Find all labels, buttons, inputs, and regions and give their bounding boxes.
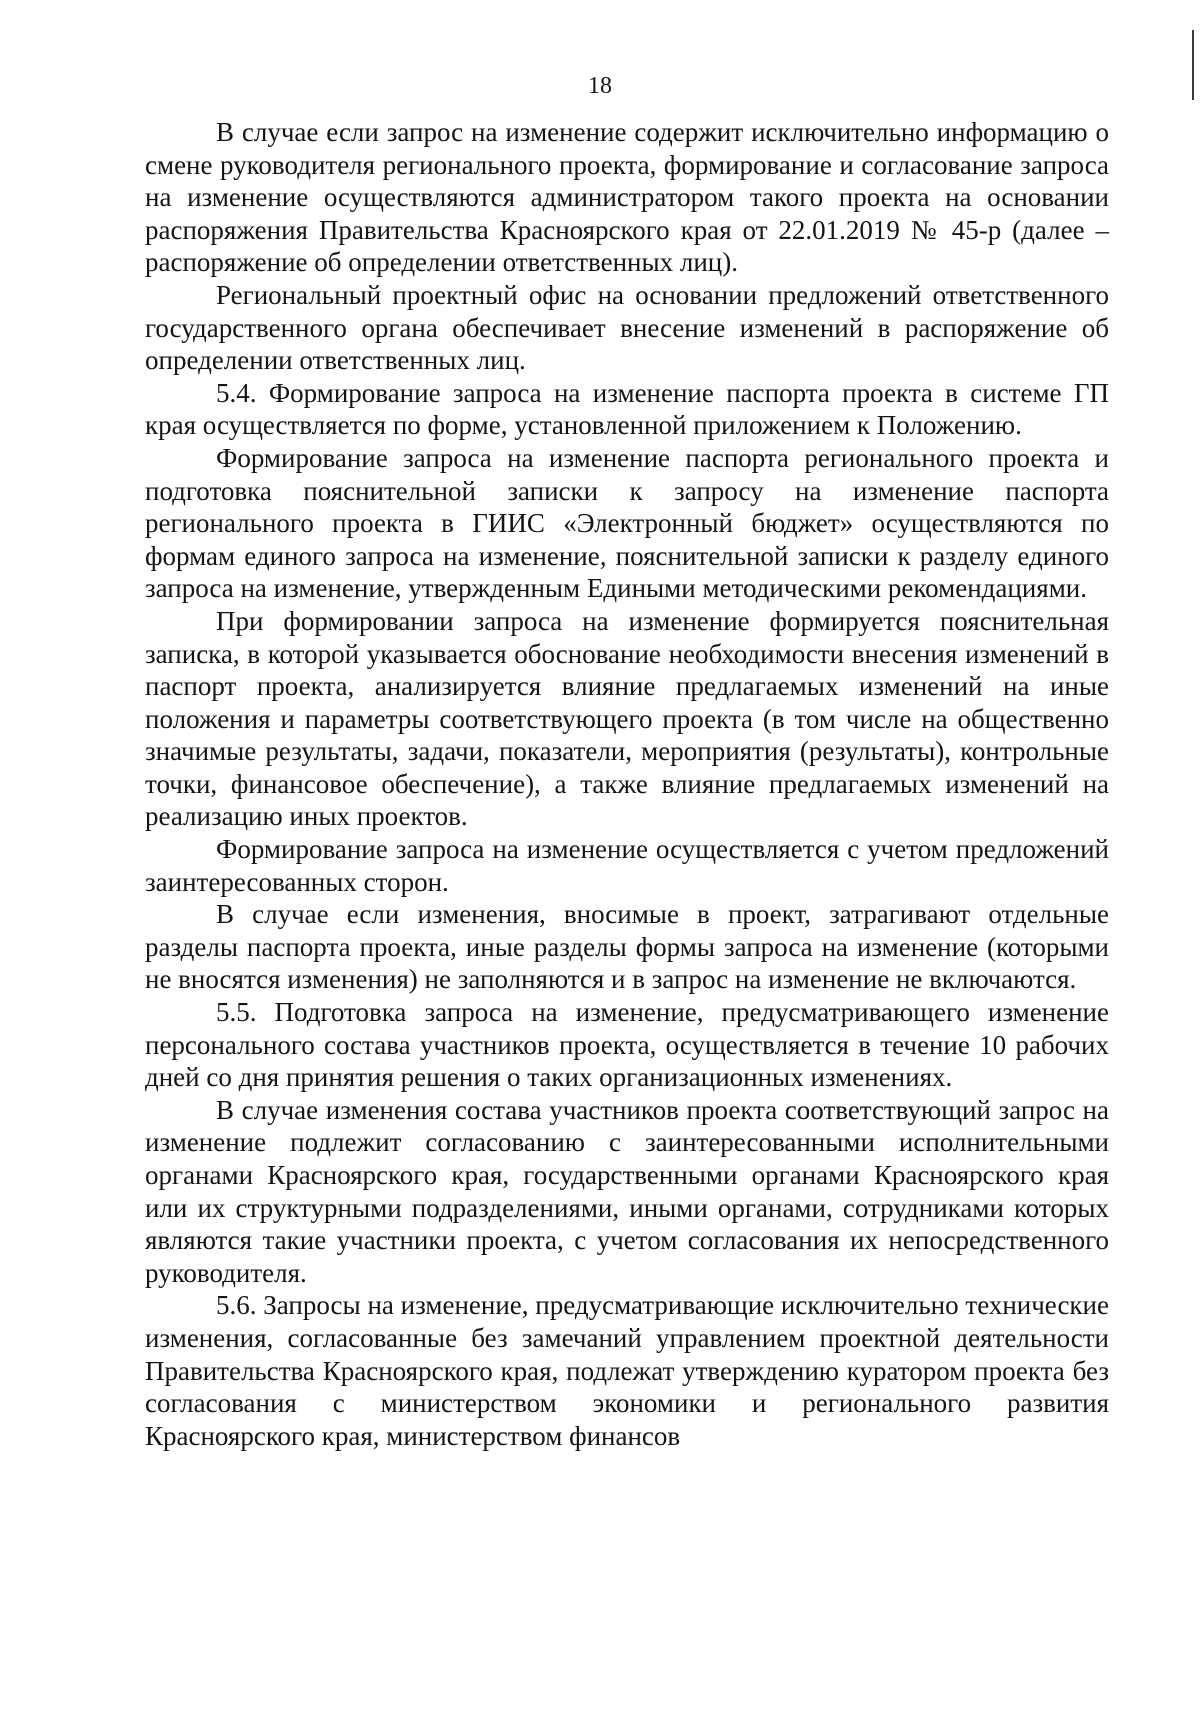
paragraph-participants-change: В случае изменения состава участников проекта соответствующий запрос на изменение подлежит согласованию с заинтересованными исполнительными органами Красноярского края, государственными органами Красноярского края или их структурными подразделениями, иными органами, сотрудниками которых являются такие участники проекта, с учетом согласования их непосредственного руководителя. bbox=[145, 1094, 1109, 1288]
paragraph-stakeholder-proposals: Формирование запроса на изменение осуществляется с учетом предложений заинтересованных сторон. bbox=[145, 834, 1109, 897]
paragraph-electronic-budget-forms: Формирование запроса на изменение паспорта регионального проекта и подготовка пояснительной записки к запросу на изменение паспорта регионального проекта в ГИИС «Электронный бюджет» осуществляются по формам единого запроса на изменение, пояснительной записки к разделу единого запроса на изменение, утвержденным Едиными методическими рекомендациями. bbox=[145, 442, 1109, 604]
paragraph-clause-5-6: 5.6. Запросы на изменение, предусматривающие исключительно технические изменения, согласованные без замечаний управлением проектной деятельности Правительства Красноярского края, подлежат утверждению куратором проекта без согласования с министерством экономики и регионального развития Красноярского края, министерством финансов bbox=[145, 1290, 1109, 1451]
paragraph-clause-5-5: 5.5. Подготовка запроса на изменение, предусматривающего изменение персонального состава участников проекта, осуществляется в течение 10 рабочих дней со дня принятия решения о таких организационных изменениях. bbox=[145, 997, 1109, 1093]
paragraph-partial-sections: В случае если изменения, вносимые в проект, затрагивают отдельные разделы паспорта проекта, иные разделы формы запроса на изменение (которыми не вносятся изменения) не заполняются и в запрос на изменение не включаются. bbox=[145, 899, 1109, 995]
document-body bbox=[145, 116, 1109, 1452]
paragraph-regional-project-head-change: В случае если запрос на изменение содержит исключительно информацию о смене руководителя регионального проекта, формирование и согласование запроса на изменение осуществляются администратором такого проекта на основании распоряжения Правительства Красноярского края от 22.01.2019 № 45-р (далее – распоряжение об определении ответственных лиц). bbox=[145, 117, 1109, 278]
paragraph-explanatory-note: При формировании запроса на изменение формируется пояснительная записка, в которой указывается обоснование необходимости внесения изменений в паспорт проекта, анализируется влияние предлагаемых изменений на иные положения и параметры соответствующего проекта (в том числе на общественно значимые результаты, задачи, показатели, мероприятия (результаты), контрольные точки, финансовое обеспечение), а также влияние предлагаемых изменений на реализацию иных проектов. bbox=[145, 605, 1109, 832]
paragraph-regional-project-office: Региональный проектный офис на основании предложений ответственного государственного органа обеспечивает внесение изменений в распоряжение об определении ответственных лиц. bbox=[145, 279, 1109, 376]
page-number: 18 bbox=[588, 73, 612, 99]
paragraph-clause-5-4: 5.4. Формирование запроса на изменение паспорта проекта в системе ГП края осуществляется по форме, установленной приложением к Положению. bbox=[145, 377, 1109, 441]
